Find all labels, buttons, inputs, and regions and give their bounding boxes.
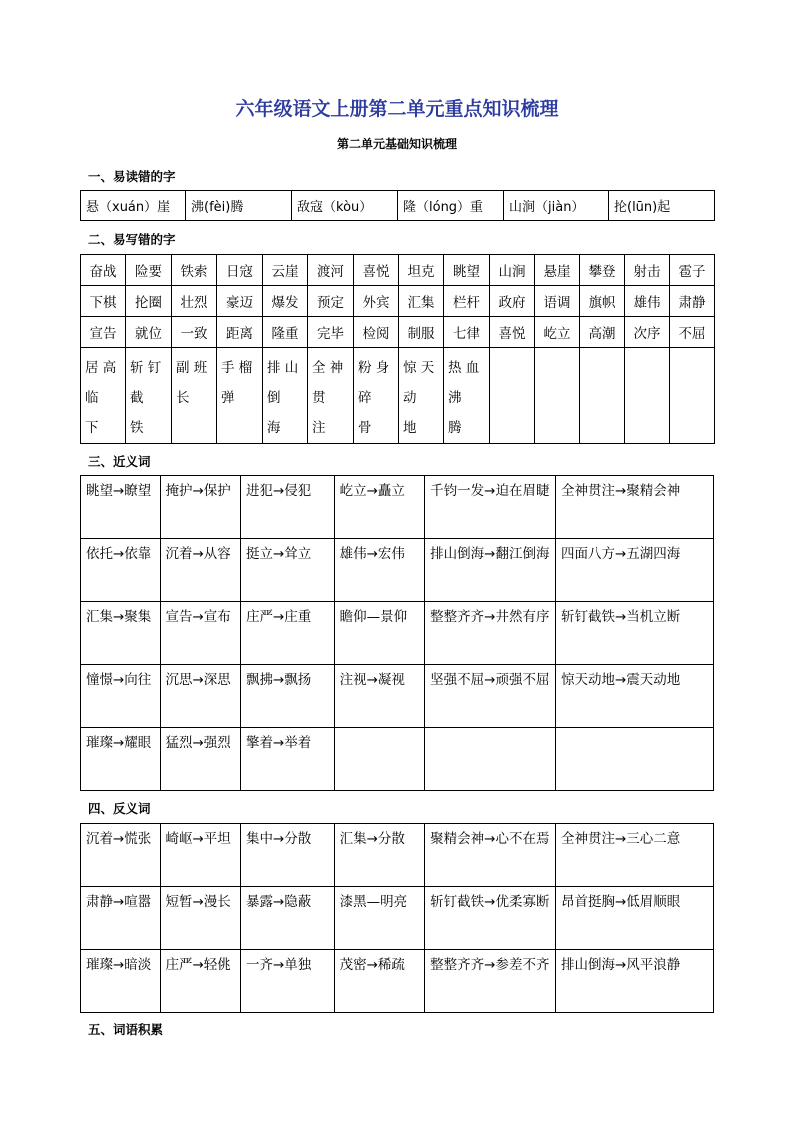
table-cell: 汇集→聚集 (81, 602, 161, 665)
cell-text-line: 粉 身 (358, 360, 390, 376)
table-cell: 掩护→保护 (160, 476, 241, 539)
table-row (81, 191, 715, 221)
section-heading-antonyms: 四、反义词 (88, 801, 151, 816)
table-cell: 语调 (535, 286, 580, 317)
section-heading-synonyms: 三、近义词 (88, 454, 151, 469)
table-cell: 庄严→轻佻 (160, 950, 241, 1013)
cell-text-line: 热 血 (448, 360, 480, 376)
table-cell: 一齐→单独 (241, 950, 335, 1013)
table-cell: 汇集→分散 (334, 824, 425, 887)
table-cell: 崎岖→平坦 (160, 824, 241, 887)
table-cell: 豪迈 (217, 286, 263, 317)
table-cell (425, 728, 556, 791)
table-cell: 惊天动地→震天动地 (555, 665, 713, 728)
table-cell: 预定 (308, 286, 354, 317)
table-cell: 攀登 (580, 255, 625, 286)
cell-text-line: 下 (85, 420, 99, 436)
table-cell (308, 348, 354, 444)
table-cell: 一致 (172, 317, 217, 348)
table-cell: 宣告 (81, 317, 126, 348)
table-cell: 肃静→喧嚣 (81, 887, 161, 950)
table-cell: 汇集 (399, 286, 444, 317)
table-cell (217, 348, 263, 444)
synonyms-table (80, 475, 714, 791)
cell-text-line: 碎 (358, 390, 372, 406)
table-cell: 射击 (625, 255, 670, 286)
table-cell: 肃静 (670, 286, 715, 317)
table-cell (444, 348, 490, 444)
table-cell: 斩钉截铁→当机立断 (555, 602, 713, 665)
table-row (81, 665, 714, 728)
cell-text-line: 副 班 (176, 360, 208, 376)
table-cell: 集中→分散 (241, 824, 335, 887)
table-cell: 宣告→宣布 (160, 602, 241, 665)
table-cell: 不屈 (670, 317, 715, 348)
table-cell: 全神贯注→聚精会神 (555, 476, 713, 539)
table-cell: 注视→凝视 (334, 665, 425, 728)
table-cell: 屹立 (535, 317, 580, 348)
table-cell: 漆黑—明亮 (334, 887, 425, 950)
table-cell: 排山倒海→风平浪静 (555, 950, 713, 1013)
table-cell: 隆重 (263, 317, 308, 348)
table-row (81, 728, 714, 791)
table-cell: 整整齐齐→井然有序 (425, 602, 556, 665)
cell-text-line: 贯 (312, 390, 326, 406)
cell-text-line: 铁 (130, 420, 144, 436)
table-cell: 雄伟 (625, 286, 670, 317)
table-cell: 制服 (399, 317, 444, 348)
table-cell: 瞻仰—景仰 (334, 602, 425, 665)
table-cell: 外宾 (354, 286, 399, 317)
table-row (81, 286, 715, 317)
table-cell: 次序 (625, 317, 670, 348)
table-cell: 进犯→侵犯 (241, 476, 335, 539)
table-cell: 政府 (490, 286, 535, 317)
table-cell (263, 348, 308, 444)
table-cell: 抡圈 (126, 286, 172, 317)
table-cell: 山涧（jiàn） (504, 191, 609, 221)
page-title: 六年级语文上册第二单元重点知识梳理 (235, 98, 559, 120)
table-cell (580, 348, 625, 444)
section-heading-miswrite: 二、易写错的字 (88, 232, 176, 247)
miswrite-table (80, 254, 715, 444)
table-cell: 完毕 (308, 317, 354, 348)
table-row (81, 539, 714, 602)
table-cell: 排山倒海→翻江倒海 (425, 539, 556, 602)
table-row (81, 476, 714, 539)
table-cell: 屹立→矗立 (334, 476, 425, 539)
table-cell (334, 728, 425, 791)
table-cell: 敌寇（kòu） (292, 191, 398, 221)
cell-text-line: 长 (176, 390, 190, 406)
table-cell: 雹子 (670, 255, 715, 286)
cell-text-line: 动 (403, 390, 417, 406)
table-cell: 壮烈 (172, 286, 217, 317)
cell-text-line: 斩 钉 (130, 360, 162, 376)
table-cell: 喜悦 (490, 317, 535, 348)
table-cell: 爆发 (263, 286, 308, 317)
table-cell: 依托→依靠 (81, 539, 161, 602)
table-cell: 就位 (126, 317, 172, 348)
table-cell: 沉思→深思 (160, 665, 241, 728)
cell-text-line: 手 榴 (221, 360, 253, 376)
table-cell: 沸(fèi)腾 (186, 191, 292, 221)
table-cell: 眺望→瞭望 (81, 476, 161, 539)
table-row (81, 950, 714, 1013)
table-cell: 庄严→庄重 (241, 602, 335, 665)
table-cell: 飘拂→飘扬 (241, 665, 335, 728)
cell-text-line: 倒 (267, 390, 281, 406)
table-cell: 隆（lóng）重 (398, 191, 504, 221)
cell-text-line: 截 (130, 390, 144, 406)
table-cell: 猛烈→强烈 (160, 728, 241, 791)
section-heading-pronunciation: 一、易读错的字 (88, 169, 176, 184)
table-row (81, 317, 715, 348)
table-cell: 铁索 (172, 255, 217, 286)
table-cell: 聚精会神→心不在焉 (425, 824, 556, 887)
table-cell: 检阅 (354, 317, 399, 348)
table-cell: 眺望 (444, 255, 490, 286)
table-cell (81, 348, 126, 444)
table-cell: 沉着→从容 (160, 539, 241, 602)
table-cell: 七律 (444, 317, 490, 348)
table-cell (354, 348, 399, 444)
cell-text-line: 惊 天 (403, 360, 435, 376)
table-cell: 旗帜 (580, 286, 625, 317)
cell-text-line: 沸 (448, 390, 462, 406)
table-cell: 沉着→慌张 (81, 824, 161, 887)
table-cell: 整整齐齐→参差不齐 (425, 950, 556, 1013)
table-cell (555, 728, 713, 791)
table-cell: 憧憬→向往 (81, 665, 161, 728)
table-cell: 短暂→漫长 (160, 887, 241, 950)
table-cell: 擎着→举着 (241, 728, 335, 791)
table-cell (625, 348, 670, 444)
table-cell (670, 348, 715, 444)
cell-text-line: 居 高 (85, 360, 117, 376)
page-subtitle: 第二单元基础知识梳理 (336, 137, 457, 151)
table-cell: 昂首挺胸→低眉顺眼 (555, 887, 713, 950)
cell-text-line: 注 (312, 420, 326, 436)
table-cell: 悬（xuán）崖 (81, 191, 186, 221)
table-cell (172, 348, 217, 444)
table-cell: 四面八方→五湖四海 (555, 539, 713, 602)
table-cell (399, 348, 444, 444)
table-cell: 渡河 (308, 255, 354, 286)
table-cell: 全神贯注→三心二意 (555, 824, 713, 887)
table-cell: 璀璨→暗淡 (81, 950, 161, 1013)
cell-text-line: 全 神 (312, 360, 344, 376)
table-row (81, 602, 714, 665)
table-cell: 坦克 (399, 255, 444, 286)
table-cell: 雄伟→宏伟 (334, 539, 425, 602)
table-cell (490, 348, 535, 444)
table-cell (535, 348, 580, 444)
table-cell: 山涧 (490, 255, 535, 286)
table-cell: 挺立→耸立 (241, 539, 335, 602)
table-cell: 险要 (126, 255, 172, 286)
section-heading-vocabulary: 五、词语积累 (88, 1022, 164, 1037)
table-cell: 茂密→稀疏 (334, 950, 425, 1013)
table-cell: 千钧一发→迫在眉睫 (425, 476, 556, 539)
table-cell: 栏杆 (444, 286, 490, 317)
table-cell: 抡(lūn)起 (609, 191, 715, 221)
table-cell (126, 348, 172, 444)
table-cell: 暴露→隐蔽 (241, 887, 335, 950)
table-cell: 下棋 (81, 286, 126, 317)
cell-text-line: 排 山 (267, 360, 299, 376)
table-cell: 璀璨→耀眼 (81, 728, 161, 791)
table-row (81, 824, 714, 887)
cell-text-line: 临 (85, 390, 99, 406)
table-row (81, 255, 715, 286)
cell-text-line: 海 (267, 420, 281, 436)
table-cell: 奋战 (81, 255, 126, 286)
table-cell: 喜悦 (354, 255, 399, 286)
cell-text-line: 骨 (358, 420, 372, 436)
pronunciation-table (80, 190, 715, 221)
antonyms-table (80, 823, 714, 1013)
table-row (81, 348, 715, 444)
table-cell: 云崖 (263, 255, 308, 286)
cell-text-line: 地 (403, 420, 417, 436)
table-cell: 悬崖 (535, 255, 580, 286)
table-cell: 坚强不屈→顽强不屈 (425, 665, 556, 728)
table-cell: 日寇 (217, 255, 263, 286)
cell-text-line: 腾 (448, 420, 462, 436)
table-cell: 斩钉截铁→优柔寡断 (425, 887, 556, 950)
cell-text-line: 弹 (221, 390, 235, 406)
table-cell: 距离 (217, 317, 263, 348)
table-cell: 高潮 (580, 317, 625, 348)
table-row (81, 887, 714, 950)
